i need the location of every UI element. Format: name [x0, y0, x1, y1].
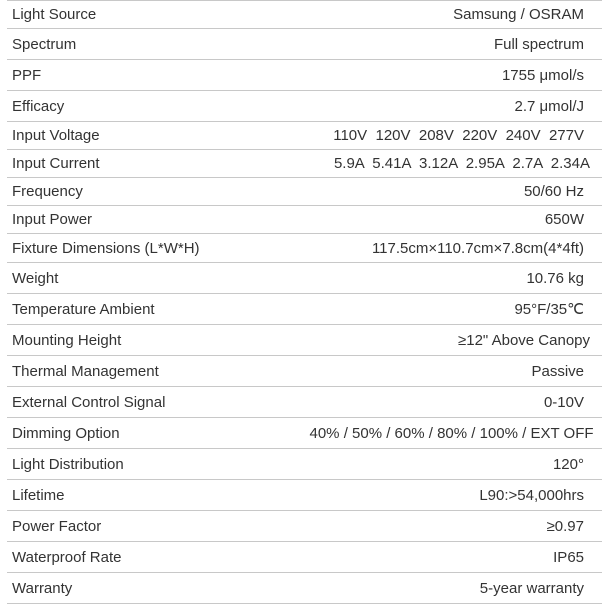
spec-row	[7, 356, 602, 387]
spec-value: 40% / 50% / 60% / 80% / 100% / EXT OFF	[309, 424, 594, 442]
spec-label: Weight	[12, 269, 59, 287]
spec-row	[7, 573, 602, 604]
spec-value: 95°F/35℃	[514, 300, 584, 318]
spec-label: Light Source	[12, 6, 97, 23]
spec-label: Light Distribution	[12, 455, 124, 473]
spec-row	[7, 511, 602, 542]
spec-label: Warranty	[12, 579, 73, 597]
spec-value: 110V 120V 208V 220V 240V 277V	[333, 127, 584, 144]
spec-row	[7, 387, 602, 418]
spec-value: 0-10V	[543, 393, 584, 411]
spec-row	[7, 294, 602, 325]
spec-row	[7, 150, 602, 178]
spec-label: Efficacy	[12, 97, 65, 115]
spec-row	[7, 325, 602, 356]
spec-row	[7, 234, 602, 263]
spec-label: Dimming Option	[12, 424, 120, 442]
spec-value: 50/60 Hz	[523, 183, 584, 200]
spec-value: L90:>54,000hrs	[479, 486, 584, 504]
spec-value: Full spectrum	[493, 35, 584, 53]
spec-row	[7, 178, 602, 206]
spec-value: Samsung / OSRAM	[453, 6, 584, 23]
spec-value: 117.5cm×110.7cm×7.8cm(4*4ft)	[371, 239, 584, 257]
spec-label: Temperature Ambient	[12, 300, 155, 318]
spec-row	[7, 542, 602, 573]
spec-label: Spectrum	[12, 35, 77, 53]
spec-label: Power Factor	[12, 517, 102, 535]
spec-row	[7, 60, 602, 91]
spec-label: PPF	[12, 66, 42, 84]
spec-value: 2.7 μmol/J	[514, 97, 584, 115]
spec-value: 650W	[544, 211, 584, 228]
spec-label: Fixture Dimensions (L*W*H)	[12, 239, 200, 257]
spec-label: Waterproof Rate	[12, 548, 122, 566]
spec-row	[7, 480, 602, 511]
spec-row	[7, 1, 602, 29]
spec-value: ≥0.97	[546, 517, 584, 535]
spec-value: 5.9A 5.41A 3.12A 2.95A 2.7A 2.34A	[333, 155, 590, 172]
spec-row	[7, 418, 602, 449]
spec-row	[7, 122, 602, 150]
spec-value: ≥12" Above Canopy	[458, 331, 590, 349]
spec-row	[7, 206, 602, 234]
spec-label: Mounting Height	[12, 331, 122, 349]
spec-table	[7, 0, 602, 604]
spec-value: 5-year warranty	[479, 579, 584, 597]
spec-label: Input Voltage	[12, 127, 100, 144]
spec-label: Input Power	[12, 211, 93, 228]
spec-row	[7, 29, 602, 60]
spec-value: 1755 μmol/s	[501, 66, 584, 84]
spec-label: External Control Signal	[12, 393, 166, 411]
spec-row	[7, 449, 602, 480]
spec-value: Passive	[531, 362, 584, 380]
spec-value: IP65	[553, 548, 584, 566]
spec-value: 120°	[552, 455, 584, 473]
spec-label: Frequency	[12, 183, 83, 200]
spec-row	[7, 91, 602, 122]
spec-label: Thermal Management	[12, 362, 159, 380]
spec-row	[7, 263, 602, 294]
spec-value: 10.76 kg	[526, 269, 584, 287]
spec-label: Lifetime	[12, 486, 65, 504]
spec-label: Input Current	[12, 155, 100, 172]
